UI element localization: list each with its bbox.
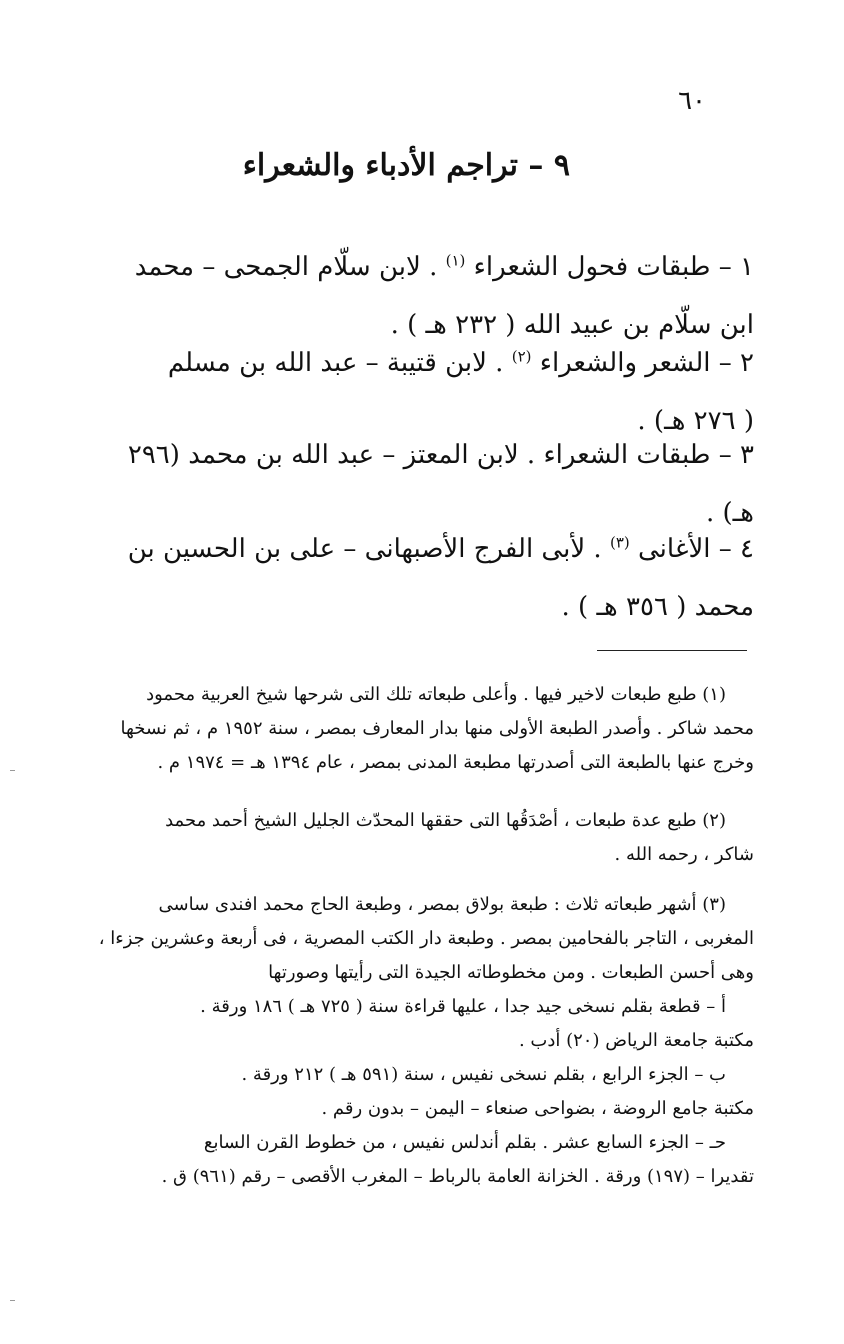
scan-artifact-mark — [10, 1300, 15, 1301]
footnote-1-line-1: (١) طبع طبعات لاخير فيها . وأعلى طبعاته تلك التى شرحها شيخ العربية محمود — [146, 684, 726, 705]
footnote-2 — [78, 804, 754, 872]
page-number: ٦٠ — [678, 86, 706, 116]
footnote-1-line-2: محمد شاكر . وأصدر الطبعة الأولى منها بدار المعارف بمصر ، سنة ١٩٥٢ م ، ثم نسخها — [120, 718, 754, 739]
entry-1-line-1: ١ – طبقات فحول الشعراء $^{(١)}$ . لابن سلّام الجمحى – محمد — [134, 251, 754, 282]
footnote-3-line-2: المغربى ، التاجر بالفحامين بمصر . وطبعة دار الكتب المصرية ، فى أربعة وعشرين جزءا ، — [98, 928, 754, 949]
scan-artifact-mark — [10, 770, 15, 771]
footnote-3-line-5: مكتبة جامعة الرياض (٢٠) أدب . — [518, 1030, 754, 1051]
footnote-3-line-3: وهى أحسن الطبعات . ومن مخطوطاته الجيدة التى رأيتها وصورتها — [268, 962, 754, 983]
footnote-3-line-8: حـ – الجزء السابع عشر . بقلم أندلس نفيس ، من خطوط القرن السابع — [203, 1132, 726, 1153]
entry-3-line-1: ٣ – طبقات الشعراء . لابن المعتز – عبد الله بن محمد (٢٩٦ — [127, 440, 754, 470]
entry-4 — [78, 520, 754, 636]
footnote-separator — [597, 650, 747, 651]
entry-4-line-1: ٤ – الأغانى $^{(٣)}$ . لأبى الفرج الأصبهانى – على بن الحسين بن — [127, 533, 754, 564]
entry-2-line-1: ٢ – الشعر والشعراء $^{(٢)}$ . لابن قتيبة – عبد الله بن مسلم — [167, 347, 754, 378]
footnote-3-line-7: مكتبة جامع الروضة ، بضواحى صنعاء – اليمن – بدون رقم . — [321, 1098, 754, 1119]
footnote-3-line-4: أ – قطعة بقلم نسخى جيد جدا ، عليها قراءة سنة ( ٧٢٥ هـ ) ١٨٦ ورقة . — [200, 996, 726, 1017]
footnote-3 — [78, 888, 754, 1194]
footnote-ref-2: (٢) — [511, 347, 532, 366]
footnote-ref-1: (١) — [445, 251, 466, 270]
footnote-1 — [78, 678, 754, 780]
footnote-3-line-1: (٣) أشهر طبعاته ثلاث : طبعة بولاق بمصر ، وطبعة الحاج محمد افندى ساسى — [158, 894, 726, 915]
footnote-2-line-1: (٢) طبع عدة طبعات ، أصْدَقُها التى حققها المحدّث الجليل الشيخ أحمد محمد — [165, 810, 726, 831]
footnote-1-line-3: وخرج عنها بالطبعة التى أصدرتها مطبعة المدنى بمصر ، عام ١٣٩٤ هـ = ١٩٧٤ م . — [157, 752, 754, 773]
entry-1-line-2: ابن سلّام بن عبيد الله ( ٢٣٢ هـ ) . — [390, 310, 754, 340]
chapter-title: ٩ – تراجم الأدباء والشعراء — [242, 148, 570, 183]
footnote-3-line-6: ب – الجزء الرابع ، بقلم نسخى نفيس ، سنة (٥٩١ هـ ) ٢١٢ ورقة . — [241, 1064, 726, 1085]
entry-3-line-2: هـ) . — [705, 498, 754, 528]
footnote-3-line-9: تقديرا – (١٩٧) ورقة . الخزانة العامة بالرباط – المغرب الأقصى – رقم (٩٦١) ق . — [161, 1166, 754, 1187]
footnote-2-line-2: شاكر ، رحمه الله . — [614, 844, 754, 865]
entry-2-line-2: ( ٢٧٦ هـ) . — [637, 406, 754, 436]
footnote-ref-3: (٣) — [609, 533, 630, 552]
entry-4-line-2: محمد ( ٣٥٦ هـ ) . — [561, 592, 754, 622]
